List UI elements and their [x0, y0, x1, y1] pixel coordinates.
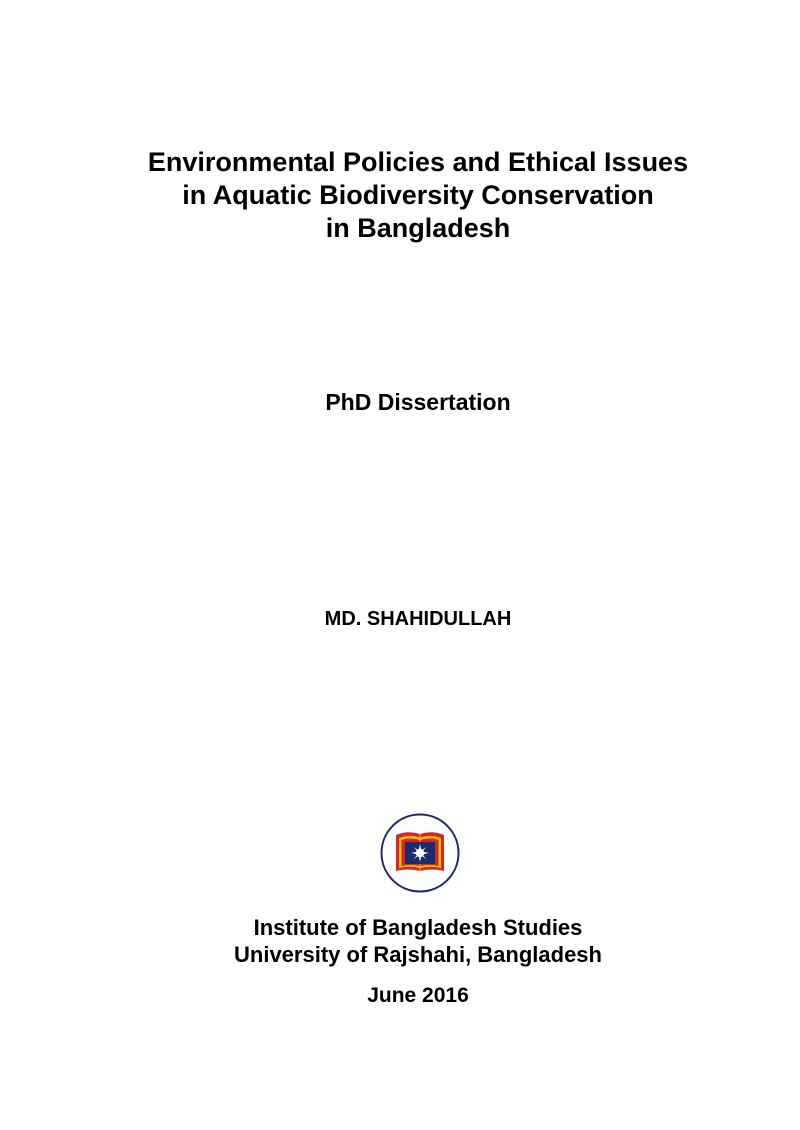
- submission-date: June 2016: [367, 984, 469, 1007]
- document-type: PhD Dissertation: [325, 389, 511, 415]
- title-line-2: in Aquatic Biodiversity Conservation: [182, 180, 654, 210]
- title-line-1: Environmental Policies and Ethical Issues: [147, 147, 689, 177]
- university-seal-icon: [380, 813, 460, 893]
- title-line-3: in Bangladesh: [325, 213, 511, 243]
- institute-name: Institute of Bangladesh Studies: [253, 915, 583, 940]
- author-name: MD. SHAHIDULLAH: [324, 608, 512, 630]
- dissertation-title: [38, 146, 798, 245]
- institution: [38, 914, 798, 968]
- university-name: University of Rajshahi, Bangladesh: [234, 942, 602, 967]
